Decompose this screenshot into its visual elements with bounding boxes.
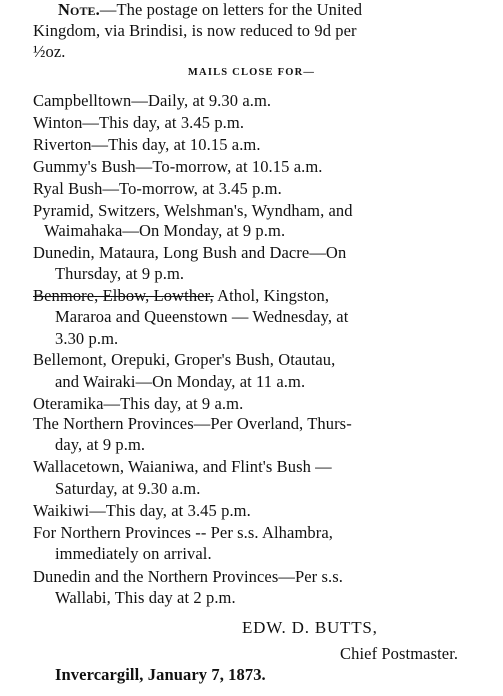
entry-dunedin-line-1: Dunedin, Mataura, Long Bush and Dacre—On	[33, 243, 347, 262]
mails-close-heading: MAILS CLOSE FOR—	[187, 67, 316, 78]
entry-wallacetown-line-1: Wallacetown, Waianiwa, and Flint's Bush —	[33, 457, 332, 476]
signature-title: Chief Postmaster.	[340, 644, 459, 663]
entry-wallabi-line-2: Wallabi, This day at 2 p.m.	[55, 588, 236, 607]
signature-name: EDW. D. BUTTS,	[242, 618, 378, 637]
entry-alhambra-line-1: For Northern Provinces -- Per s.s. Alhambra,	[33, 523, 333, 542]
entry-benmore-struck-text: Benmore, Elbow, Lowther,	[33, 286, 214, 305]
entry-bellemont-line-2: and Wairaki—On Monday, at 11 a.m.	[55, 372, 306, 391]
entry-dunedin-line-2: Thursday, at 9 p.m.	[55, 264, 185, 283]
entry-ryal-bush: Ryal Bush—To-morrow, at 3.45 p.m.	[33, 179, 282, 198]
entry-campbelltown: Campbelltown—Daily, at 9.30 a.m.	[33, 91, 272, 110]
entry-riverton: Riverton—This day, at 10.15 a.m.	[33, 135, 261, 154]
entry-waikiwi: Waikiwi—This day, at 3.45 p.m.	[33, 501, 251, 520]
entry-benmore-line-1	[33, 286, 329, 306]
note-line-3: ½oz.	[33, 42, 66, 61]
note-line-2: Kingdom, via Brindisi, is now reduced to 9d per	[33, 21, 357, 40]
entry-benmore-line-2: Mararoa and Queenstown — Wednesday, at	[55, 307, 349, 326]
note-label: Note.	[58, 0, 100, 19]
entry-gummys-bush: Gummy's Bush—To-morrow, at 10.15 a.m.	[33, 157, 323, 176]
entry-alhambra-line-2: immediately on arrival.	[55, 544, 212, 563]
entry-northern-line-1: The Northern Provinces—Per Overland, Thurs-	[33, 414, 352, 433]
entry-pyramid-line-2: Waimahaka—On Monday, at 9 p.m.	[44, 221, 286, 240]
entry-winton: Winton—This day, at 3.45 p.m.	[33, 113, 245, 132]
entry-benmore-text: Athol, Kingston,	[213, 286, 330, 305]
dateline: Invercargill, January 7, 1873.	[55, 665, 266, 684]
note-text-1: —The postage on letters for the United	[99, 0, 363, 19]
entry-wallacetown-line-2: Saturday, at 9.30 a.m.	[55, 479, 201, 498]
entry-northern-line-2: day, at 9 p.m.	[55, 435, 146, 454]
entry-bellemont-line-1: Bellemont, Orepuki, Groper's Bush, Otautau,	[33, 350, 336, 369]
entry-oteramika: Oteramika—This day, at 9 a.m.	[33, 394, 244, 413]
entry-benmore-line-3: 3.30 p.m.	[55, 329, 119, 348]
entry-wallabi-line-1: Dunedin and the Northern Provinces—Per s.s.	[33, 567, 343, 586]
note-line-1	[58, 0, 362, 20]
entry-pyramid-line-1: Pyramid, Switzers, Welshman's, Wyndham, and	[33, 201, 353, 220]
